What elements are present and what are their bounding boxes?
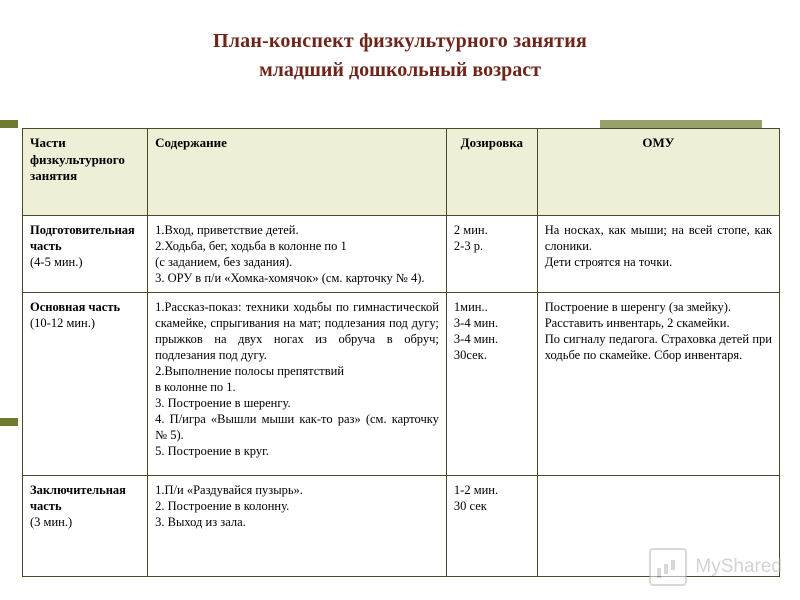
part-title: Заключительная часть [30, 483, 126, 513]
watermark [649, 548, 782, 586]
cell-part-name [23, 216, 148, 293]
dosage-line: 30сек. [453, 348, 487, 362]
content-line: 4. П/игра «Вышли мыши как-то раз» (см. карточку № 5). [155, 412, 439, 442]
part-duration: (4-5 мин.) [30, 255, 83, 269]
content-line: 2.Ходьба, бег, ходьба в колонне по 1 [155, 239, 347, 253]
part-duration: (3 мин.) [30, 515, 73, 529]
dosage-line: 30 сек [453, 499, 487, 513]
column-header-dosage: Дозировка [446, 129, 537, 216]
content-line: 3. Построение в шеренгу. [155, 396, 291, 410]
content-line: (с заданием, без задания). [155, 255, 293, 269]
omu-line: По сигналу педагога. Страховка детей при ходьбе по скамейке. Сбор инвентаря. [544, 332, 772, 362]
cell-omu [537, 293, 779, 476]
omu-line: Дети строятся на точки. [544, 255, 673, 269]
cell-content [148, 293, 447, 476]
cell-content [148, 476, 447, 577]
table-row [23, 216, 780, 293]
cell-part-name [23, 476, 148, 577]
dosage-line: 3-4 мин. [453, 316, 499, 330]
part-title: Основная часть [30, 300, 121, 314]
content-line: 5. Построение в круг. [155, 444, 269, 458]
dosage-line: 2 мин. [453, 223, 488, 237]
content-line: 1.Вход, приветствие детей. [155, 223, 299, 237]
content-line: 2. Построение в колонну. [155, 499, 290, 513]
watermark-label: MyShared [695, 556, 782, 577]
page-title [0, 30, 800, 82]
column-header-parts: Части физкультурного занятия [23, 129, 148, 216]
content-line: 2.Выполнение полосы препятствий [155, 364, 345, 378]
table-header-row [23, 129, 780, 216]
chart-icon [649, 548, 687, 586]
column-header-content: Содержание [148, 129, 447, 216]
decor-bar-top-right [600, 120, 762, 128]
table-row [23, 293, 780, 476]
dosage-line: 2-3 р. [453, 239, 484, 253]
content-line: 1.Рассказ-показ: техники ходьбы по гимнастической скамейке, спрыгивания на мат; подлезания под дугу; прыжков на двух ногах из обруча в обруч; подлезания под дугу. [155, 300, 439, 362]
cell-omu [537, 216, 779, 293]
dosage-line: 1-2 мин. [453, 483, 499, 497]
part-duration: (10-12 мин.) [30, 316, 96, 330]
cell-dosage [446, 293, 537, 476]
omu-line: Построение в шеренгу (за змейку). [544, 300, 732, 314]
dosage-line: 3-4 мин. [453, 332, 499, 346]
title-line-2: младший дошкольный возраст [259, 59, 541, 81]
lesson-plan-table [22, 128, 780, 577]
decor-bar-left-top [0, 120, 18, 128]
cell-dosage [446, 216, 537, 293]
omu-line: На носках, как мыши; на всей стопе, как слоники. [544, 223, 772, 253]
content-line: в колонне по 1. [155, 380, 236, 394]
title-line-1: План-конспект физкультурного занятия [212, 30, 588, 52]
column-header-omu: ОМУ [537, 129, 779, 216]
decor-bar-left-middle [0, 418, 18, 426]
content-line: 3. Выход из зала. [155, 515, 246, 529]
cell-part-name [23, 293, 148, 476]
cell-dosage [446, 476, 537, 577]
content-line: 3. ОРУ в п/и «Хомка-хомячок» (см. карточку № 4). [155, 271, 425, 285]
part-title: Подготовительная часть [30, 223, 135, 253]
omu-line: Расставить инвентарь, 2 скамейки. [544, 316, 730, 330]
cell-content [148, 216, 447, 293]
content-line: 1.П/и «Раздувайся пузырь». [155, 483, 303, 497]
dosage-line: 1мин.. [453, 300, 488, 314]
